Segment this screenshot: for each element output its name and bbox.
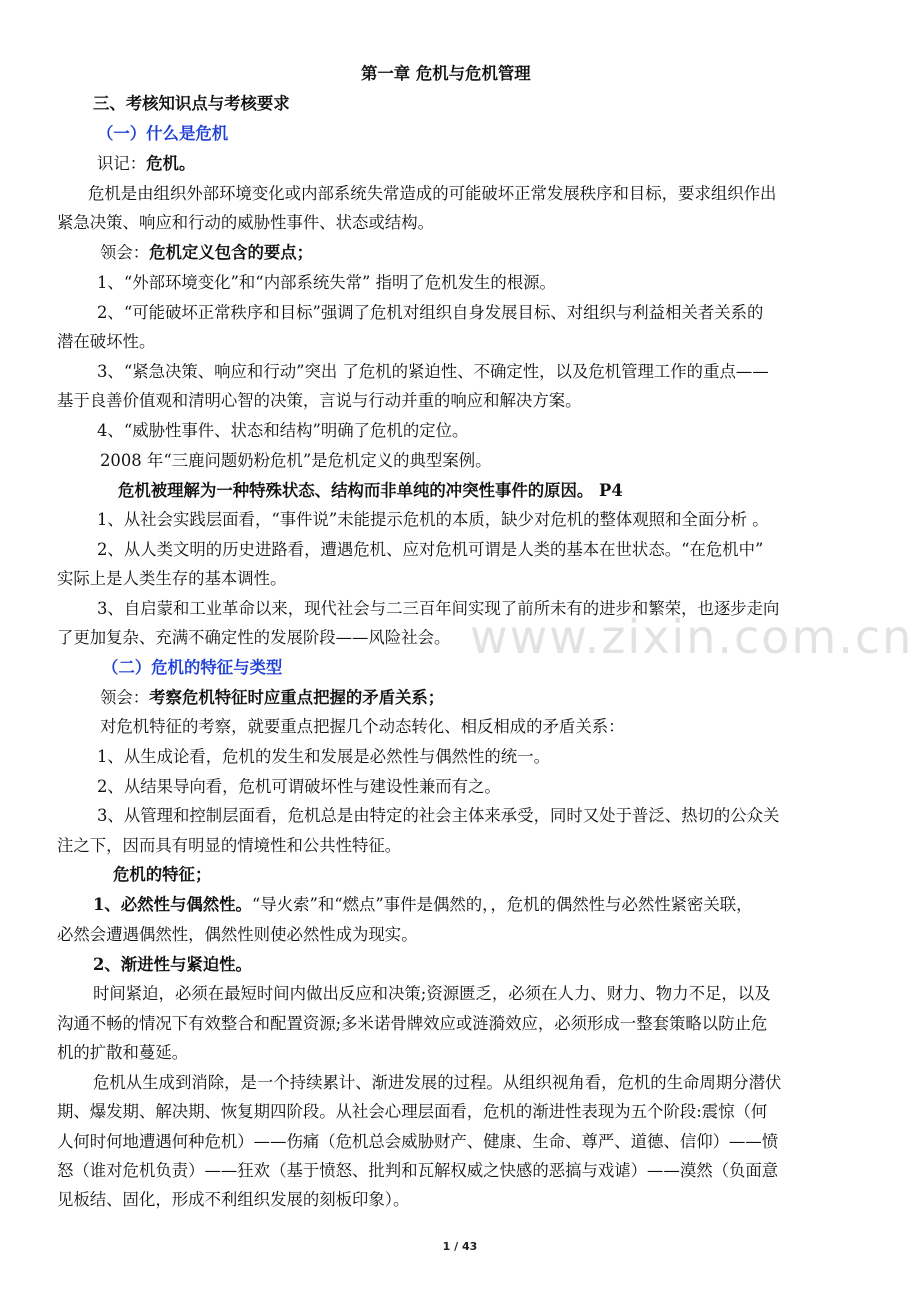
contradiction-1: 1、从生成论看，危机的发生和发展是必然性与偶然性的统一。 [97, 747, 550, 766]
reason-heading: 危机被理解为一种特殊状态、结构而非单纯的冲突性事件的原因。 P4 [118, 481, 623, 500]
subsection-2-heading: （二）危机的特征与类型 [102, 658, 283, 677]
section-heading-3: 三、考核知识点与考核要求 [93, 94, 290, 113]
urgency-line-2: 沟通不畅的情况下有效整合和配置资源;多米诺骨牌效应或涟漪效应，必须形成一整套策略以防止危 [57, 1014, 768, 1033]
feature-1-line-1 [93, 894, 753, 916]
point-4: 4、“威胁性事件、状态和结构”明确了危机的定位。 [97, 421, 469, 440]
recall-label: 识记： [97, 154, 147, 173]
reason-3-line-2: 了更加复杂、充满不确定性的发展阶段——风险社会。 [57, 628, 451, 647]
page-number: 1 / 43 [442, 1240, 478, 1253]
contradiction-3-line-1: 3、从管理和控制层面看，危机总是由特定的社会主体来承受，同时又处于普泛、热切的公众关 [97, 806, 780, 825]
feature-1-line-2: 必然会遭遇偶然性，偶然性则使必然性成为现实。 [57, 925, 418, 944]
point-3-line-1: 3、“紧急决策、响应和行动”突出 了危机的紧迫性、不确定性，以及危机管理工作的重点—— [97, 362, 769, 381]
feature-2-heading: 2、渐进性与紧迫性。 [93, 955, 252, 974]
feature-1-text: “导火索”和“燃点”事件是偶然的，，危机的偶然性与必然性紧密关联， [251, 895, 753, 914]
progression-line-4: 怒（谁对危机负责）——狂欢（基于愤怒、批判和瓦解权威之快感的恶搞与戏谑）——漠然（负面意 [57, 1161, 779, 1180]
urgency-line-3: 机的扩散和蔓延。 [57, 1043, 189, 1062]
subsection-1-heading: （一）什么是危机 [97, 124, 229, 143]
progression-line-1: 危机从生成到消除，是一个持续累计、渐进发展的过程。从组织视角看，危机的生命周期分潜伏 [93, 1073, 782, 1092]
reason-2-line-2: 实际上是人类生存的基本调性。 [57, 569, 287, 588]
grasp-line-2 [100, 687, 444, 709]
point-2-line-1: 2、“可能破坏正常秩序和目标”强调了危机对组织自身发展目标、对组织与利益相关者关系的 [97, 303, 764, 322]
feature-1-title: 1、必然性与偶然性。 [93, 895, 252, 914]
contradiction-3-line-2: 注之下，因而具有明显的情境性和公共性特征。 [57, 836, 402, 855]
grasp-label: 领会： [100, 243, 150, 262]
reason-2-line-1: 2、从人类文明的历史进路看，遭遇危机、应对危机可谓是人类的基本在世状态。“在危机中” [97, 540, 764, 559]
recall-line [97, 153, 195, 175]
urgency-line-1: 时间紧迫，必须在最短时间内做出反应和决策;资源匮乏，必须在人力、财力、物力不足，以及 [93, 984, 771, 1003]
point-1: 1、“外部环境变化”和“内部系统失常” 指明了危机发生的根源。 [97, 273, 556, 292]
progression-line-2: 期、爆发期、解决期、恢复期四阶段。从社会心理层面看，危机的渐进性表现为五个阶段:震惊（何 [57, 1102, 768, 1121]
watermark: www.zixin.com.cn [470, 610, 914, 664]
features-heading: 危机的特征； [113, 865, 212, 884]
progression-line-3: 人何时何地遭遇何种危机）——伤痛（危机总会威胁财产、健康、生命、尊严、道德、信仰）——愤 [57, 1132, 779, 1151]
recall-term: 危机。 [146, 154, 196, 173]
point-3-line-2: 基于良善价值观和清明心智的决策，言说与行动并重的响应和解决方案。 [57, 391, 582, 410]
grasp-label: 领会： [100, 688, 150, 707]
point-2-line-2: 潜在破坏性。 [57, 332, 156, 351]
contradiction-2: 2、从结果导向看，危机可谓破坏性与建设性兼而有之。 [97, 777, 501, 796]
progression-line-5: 见板结、固化，形成不利组织发展的刻板印象）。 [57, 1190, 410, 1209]
characteristics-intro: 对危机特征的考察，就要重点把握几个动态转化、相反相成的矛盾关系： [100, 717, 625, 736]
example-line: 2008 年“三鹿问题奶粉危机”是危机定义的典型案例。 [100, 451, 492, 470]
definition-line-1: 危机是由组织外部环境变化或内部系统失常造成的可能破坏正常发展秩序和目标，要求组织作出 [88, 184, 777, 203]
chapter-title: 第一章 危机与危机管理 [361, 64, 531, 83]
grasp-term: 考察危机特征时应重点把握的矛盾关系； [149, 688, 445, 707]
grasp-line-1 [100, 242, 313, 264]
definition-line-2: 紧急决策、响应和行动的威胁性事件、状态或结构。 [57, 213, 434, 232]
grasp-term: 危机定义包含的要点； [149, 243, 314, 262]
reason-3-line-1: 3、自启蒙和工业革命以来，现代社会与二三百年间实现了前所未有的进步和繁荣，也逐步走向 [97, 599, 780, 618]
reason-1: 1、从社会实践层面看，“事件说”未能提示危机的本质，缺少对危机的整体观照和全面分析 。 [97, 510, 769, 529]
